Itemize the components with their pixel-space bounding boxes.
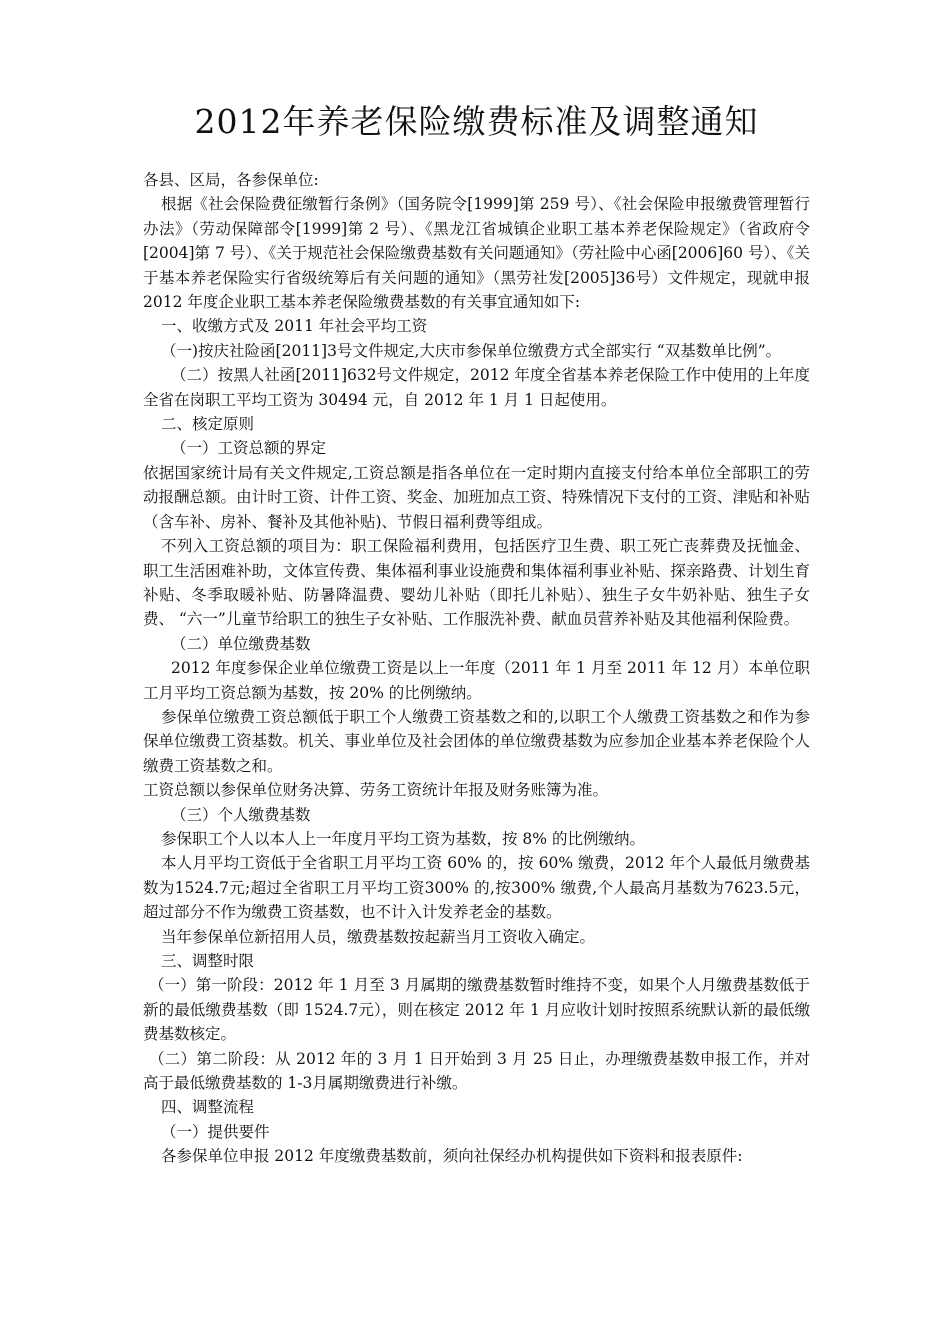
paragraph-2-2-b: 参保单位缴费工资总额低于职工个人缴费工资基数之和的,以职工个人缴费工资基数之和作为参保单位缴费工资基数。机关、事业单位及社会团体的单位缴费基数为应参加企业基本养老保险个人缴费工资基数之和。 xyxy=(143,707,810,775)
paragraph-3-1: （一）第一阶段：2012 年 1 月至 3 月属期的缴费基数暂时维持不变，如果个人月缴费基数低于新的最低缴费基数（即 1524.7元），则在核定 2012 年 1 月应收计划时按照系统默认新的最低缴费基数核定。 xyxy=(143,976,810,1044)
document-body xyxy=(143,168,810,1169)
paragraph-3-2: （二）第二阶段：从 2012 年的 3 月 1 日开始到 3 月 25 日止，办理缴费基数申报工作，并对高于最低缴费基数的 1-3月属期缴费进行补缴。 xyxy=(143,1049,810,1093)
paragraph-2-2-a: 2012 年度参保企业单位缴费工资是以上一年度（2011 年 1 月至 2011 年 12 月）本单位职工月平均工资总额为基数，按 20% 的比例缴纳。 xyxy=(143,659,810,702)
paragraph-2-1-a: 依据国家统计局有关文件规定,工资总额是指各单位在一定时期内直接支付给本单位全部职工的劳动报酬总额。由计时工资、计件工资、奖金、加班加点工资、特殊情况下支付的工资、津贴和补贴（含车补、房补、餐补及其他补贴)、节假日福利费等组成。 xyxy=(143,463,810,531)
section-heading-4: 四、调整流程 xyxy=(161,1098,255,1117)
subheading-2-2: （二）单位缴费基数 xyxy=(171,634,311,653)
paragraph-4-1: 各参保单位申报 2012 年度缴费基数前，须向社保经办机构提供如下资料和报表原件: xyxy=(161,1147,743,1166)
paragraph-2-3-b: 本人月平均工资低于全省职工月平均工资 60% 的，按 60% 缴费，2012 年个人最低月缴费基数为1524.7元;超过全省职工月平均工资300% 的,按300% 缴费,个人最高月基数为7623.5元，超过部分不作为缴费工资基数，也不计入计发养老金的基数。 xyxy=(143,854,810,922)
document-title: 2012年养老保险缴费标准及调整通知 xyxy=(194,102,759,141)
paragraph-1-1: （一)按庆社险函[2011]3号文件规定,大庆市参保单位缴费方式全部实行 “双基数单比例”。 xyxy=(161,341,782,360)
section-heading-3: 三、调整时限 xyxy=(161,952,255,970)
paragraph-1-2: （二）按黑人社函[2011]632号文件规定，2012 年度全省基本养老保险工作中使用的上年度全省在岗职工平均工资为 30494 元，自 2012 年 1 月 1 日起使用。 xyxy=(143,366,810,409)
subheading-4-1: （一）提供要件 xyxy=(161,1122,270,1141)
subheading-2-1: （一）工资总额的界定 xyxy=(171,439,327,458)
subheading-2-3: （三）个人缴费基数 xyxy=(171,805,311,824)
section-heading-2: 二、核定原则 xyxy=(161,415,255,434)
intro-paragraph: 根据《社会保险费征缴暂行条例》（国务院令[1999]第 259 号）、《社会保险申报缴费管理暂行办法》（劳动保障部令[1999]第 2 号）、《黑龙江省城镇企业职工基本养老保险规定》（省政府令[2004]第 7 号）、《关于规范社会保险缴费基数有关问题通知》（劳社险中心函[2006]60 号）、《关于基本养老保险实行省级统筹后有关问题的通知》（黑劳社发[2005]36号）文件规定，现就申报 2012 年度企业职工基本养老保险缴费基数的有关事宜通知如下: xyxy=(143,195,810,312)
salutation: 各县、区局，各参保单位: xyxy=(143,171,319,189)
paragraph-2-3-c: 当年参保单位新招用人员，缴费基数按起薪当月工资收入确定。 xyxy=(161,927,596,946)
paragraph-2-1-b: 不列入工资总额的项目为：职工保险福利费用，包括医疗卫生费、职工死亡丧葬费及抚恤金、职工生活困难补助，文体宣传费、集体福利事业设施费和集体福利事业补贴、探亲路费、计划生育补贴、冬季取暖补贴、防暑降温费、婴幼儿补贴（即托儿补贴）、独生子女牛奶补贴、独生子女费、 “六一”儿童节给职工的独生子女补贴、工作服洗补费、献血员营养补贴及其他福利保险费。 xyxy=(143,537,810,629)
paragraph-2-2-c: 工资总额以参保单位财务决算、劳务工资统计年报及财务账簿为准。 xyxy=(143,781,609,800)
paragraph-2-3-a: 参保职工个人以本人上一年度月平均工资为基数，按 8% 的比例缴纳。 xyxy=(161,829,645,848)
section-heading-1: 一、收缴方式及 2011 年社会平均工资 xyxy=(161,317,428,336)
